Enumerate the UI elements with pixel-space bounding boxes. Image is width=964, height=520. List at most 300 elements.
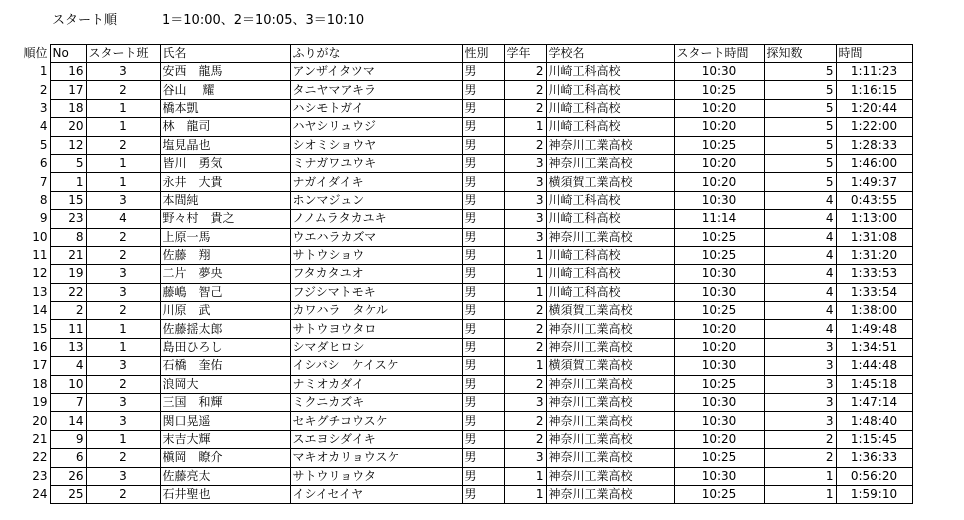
- cell-time: 1:36:33: [836, 449, 912, 467]
- col-header-start-group: スタート班: [86, 45, 160, 63]
- cell-grade: 1: [504, 118, 546, 136]
- cell-kana: サトウリョウタ: [290, 467, 462, 485]
- cell-start-group: 3: [86, 283, 160, 301]
- cell-name: 島田ひろし: [160, 338, 290, 356]
- cell-count: 3: [764, 412, 836, 430]
- cell-no: 13: [50, 338, 86, 356]
- cell-grade: 2: [504, 136, 546, 154]
- cell-grade: 2: [504, 338, 546, 356]
- cell-no: 7: [50, 394, 86, 412]
- table-row: [10, 485, 912, 503]
- cell-start-group: 2: [86, 449, 160, 467]
- col-header-count: 探知数: [764, 45, 836, 63]
- header-row: [10, 45, 912, 63]
- cell-sex: 男: [462, 173, 504, 191]
- cell-start-time: 10:25: [674, 228, 764, 246]
- cell-grade: 1: [504, 357, 546, 375]
- cell-time: 1:59:10: [836, 485, 912, 503]
- table-row: [10, 99, 912, 117]
- cell-sex: 男: [462, 265, 504, 283]
- cell-name: 塩見晶也: [160, 136, 290, 154]
- cell-grade: 2: [504, 375, 546, 393]
- cell-name: 佐藤亮太: [160, 467, 290, 485]
- cell-kana: ホンマジュン: [290, 191, 462, 209]
- cell-start-time: 10:30: [674, 394, 764, 412]
- cell-name: 石井聖也: [160, 485, 290, 503]
- cell-start-group: 2: [86, 302, 160, 320]
- table-row: [10, 63, 912, 81]
- cell-name: 石橋 奎佑: [160, 357, 290, 375]
- cell-kana: サトウヨウタロ: [290, 320, 462, 338]
- cell-start-time: 10:25: [674, 246, 764, 264]
- cell-grade: 2: [504, 81, 546, 99]
- cell-count: 3: [764, 394, 836, 412]
- cell-time: 1:45:18: [836, 375, 912, 393]
- cell-sex: 男: [462, 191, 504, 209]
- cell-count: 4: [764, 283, 836, 301]
- cell-count: 2: [764, 430, 836, 448]
- cell-time: 0:56:20: [836, 467, 912, 485]
- cell-sex: 男: [462, 283, 504, 301]
- table-row: [10, 302, 912, 320]
- cell-school: 神奈川工業高校: [546, 375, 674, 393]
- cell-grade: 2: [504, 99, 546, 117]
- cell-count: 5: [764, 99, 836, 117]
- cell-sex: 男: [462, 320, 504, 338]
- cell-start-group: 1: [86, 338, 160, 356]
- cell-start-time: 10:30: [674, 191, 764, 209]
- cell-name: 川原 武: [160, 302, 290, 320]
- table-row: [10, 394, 912, 412]
- cell-start-group: 3: [86, 394, 160, 412]
- cell-grade: 1: [504, 467, 546, 485]
- cell-kana: ノノムラタカユキ: [290, 210, 462, 228]
- cell-time: 1:20:44: [836, 99, 912, 117]
- cell-count: 4: [764, 246, 836, 264]
- cell-start-time: 10:30: [674, 63, 764, 81]
- cell-no: 17: [50, 81, 86, 99]
- cell-grade: 3: [504, 191, 546, 209]
- cell-no: 2: [50, 302, 86, 320]
- cell-grade: 3: [504, 154, 546, 172]
- cell-rank: 7: [39, 174, 48, 189]
- cell-start-group: 2: [86, 375, 160, 393]
- cell-rank: 20: [32, 413, 48, 428]
- table-row: [10, 375, 912, 393]
- cell-start-time: 10:20: [674, 154, 764, 172]
- cell-grade: 3: [504, 210, 546, 228]
- cell-count: 4: [764, 302, 836, 320]
- cell-start-time: 10:25: [674, 136, 764, 154]
- cell-sex: 男: [462, 210, 504, 228]
- cell-name: 永井 大貴: [160, 173, 290, 191]
- cell-time: 1:46:00: [836, 154, 912, 172]
- cell-name: 末吉大輝: [160, 430, 290, 448]
- cell-start-time: 10:30: [674, 467, 764, 485]
- cell-start-group: 1: [86, 320, 160, 338]
- cell-school: 川崎工科高校: [546, 81, 674, 99]
- cell-count: 3: [764, 338, 836, 356]
- table-row: [10, 320, 912, 338]
- cell-kana: ハヤシリュウジ: [290, 118, 462, 136]
- cell-name: 上原一馬: [160, 228, 290, 246]
- cell-name: 三国 和輝: [160, 394, 290, 412]
- cell-start-time: 10:30: [674, 283, 764, 301]
- cell-grade: 2: [504, 412, 546, 430]
- cell-time: 1:49:37: [836, 173, 912, 191]
- cell-rank: 1: [39, 64, 48, 79]
- cell-count: 5: [764, 63, 836, 81]
- cell-name: 浪岡大: [160, 375, 290, 393]
- cell-start-time: 11:14: [674, 210, 764, 228]
- cell-start-group: 1: [86, 118, 160, 136]
- cell-school: 川崎工科高校: [546, 191, 674, 209]
- cell-start-time: 10:20: [674, 338, 764, 356]
- cell-school: 神奈川工業高校: [546, 320, 674, 338]
- start-time-legend: 1＝10:00、2＝10:05、3＝10:10: [162, 13, 365, 28]
- cell-sex: 男: [462, 357, 504, 375]
- cell-time: 1:15:45: [836, 430, 912, 448]
- cell-name: 二片 夢央: [160, 265, 290, 283]
- cell-grade: 2: [504, 430, 546, 448]
- cell-time: 0:43:55: [836, 191, 912, 209]
- cell-time: 1:31:20: [836, 246, 912, 264]
- cell-rank: 3: [39, 100, 48, 115]
- cell-sex: 男: [462, 246, 504, 264]
- cell-start-group: 2: [86, 81, 160, 99]
- cell-time: 1:33:54: [836, 283, 912, 301]
- cell-no: 26: [50, 467, 86, 485]
- cell-start-group: 1: [86, 173, 160, 191]
- cell-time: 1:49:48: [836, 320, 912, 338]
- cell-sex: 男: [462, 375, 504, 393]
- cell-count: 4: [764, 320, 836, 338]
- cell-school: 神奈川工業高校: [546, 154, 674, 172]
- table-row: [10, 228, 912, 246]
- cell-rank: 9: [39, 211, 48, 226]
- cell-sex: 男: [462, 412, 504, 430]
- cell-name: 佐藤揺太郎: [160, 320, 290, 338]
- cell-no: 8: [50, 228, 86, 246]
- results-body: [10, 63, 912, 504]
- col-header-sex: 性別: [462, 45, 504, 63]
- cell-count: 5: [764, 154, 836, 172]
- cell-sex: 男: [462, 136, 504, 154]
- cell-kana: タニヤマアキラ: [290, 81, 462, 99]
- cell-sex: 男: [462, 449, 504, 467]
- cell-time: 1:22:00: [836, 118, 912, 136]
- cell-no: 19: [50, 265, 86, 283]
- cell-grade: 2: [504, 320, 546, 338]
- cell-rank: 8: [39, 192, 48, 207]
- cell-sex: 男: [462, 63, 504, 81]
- cell-name: 安西 龍馬: [160, 63, 290, 81]
- cell-school: 川崎工科高校: [546, 63, 674, 81]
- cell-count: 5: [764, 118, 836, 136]
- table-row: [10, 265, 912, 283]
- cell-count: 5: [764, 173, 836, 191]
- cell-start-time: 10:30: [674, 412, 764, 430]
- cell-count: 4: [764, 210, 836, 228]
- cell-time: 1:13:00: [836, 210, 912, 228]
- col-header-name: 氏名: [160, 45, 290, 63]
- cell-count: 5: [764, 136, 836, 154]
- cell-sex: 男: [462, 99, 504, 117]
- cell-no: 12: [50, 136, 86, 154]
- cell-rank: 24: [32, 487, 48, 502]
- cell-count: 4: [764, 265, 836, 283]
- table-row: [10, 283, 912, 301]
- start-order-title: スタート順: [52, 13, 118, 28]
- cell-start-time: 10:25: [674, 449, 764, 467]
- cell-start-time: 10:30: [674, 357, 764, 375]
- cell-kana: ミナガワユウキ: [290, 154, 462, 172]
- cell-rank: 21: [32, 432, 48, 446]
- table-row: [10, 154, 912, 172]
- cell-start-time: 10:25: [674, 302, 764, 320]
- cell-no: 18: [50, 99, 86, 117]
- cell-start-time: 10:25: [674, 81, 764, 99]
- cell-school: 川崎工科高校: [546, 118, 674, 136]
- cell-time: 1:28:33: [836, 136, 912, 154]
- cell-no: 1: [50, 173, 86, 191]
- cell-no: 16: [50, 63, 86, 81]
- start-order-heading: [0, 10, 964, 32]
- col-header-school: 学校名: [546, 45, 674, 63]
- cell-school: 神奈川工業高校: [546, 485, 674, 503]
- table-row: [10, 191, 912, 209]
- cell-count: 5: [764, 81, 836, 99]
- cell-kana: フタカタユオ: [290, 265, 462, 283]
- cell-sex: 男: [462, 485, 504, 503]
- cell-start-group: 2: [86, 485, 160, 503]
- cell-time: 1:44:48: [836, 357, 912, 375]
- table-row: [10, 210, 912, 228]
- cell-rank: 14: [32, 303, 48, 318]
- cell-grade: 1: [504, 485, 546, 503]
- col-header-rank: 順位: [23, 46, 48, 60]
- cell-name: 谷山 耀: [160, 81, 290, 99]
- cell-kana: ミクニカズキ: [290, 394, 462, 412]
- cell-name: 槇岡 瞭介: [160, 449, 290, 467]
- cell-sex: 男: [462, 394, 504, 412]
- cell-no: 5: [50, 154, 86, 172]
- cell-school: 神奈川工業高校: [546, 394, 674, 412]
- cell-kana: シオミショウヤ: [290, 136, 462, 154]
- cell-kana: スエヨシダイキ: [290, 430, 462, 448]
- cell-school: 横須賀工業高校: [546, 173, 674, 191]
- cell-school: 川崎工科高校: [546, 99, 674, 117]
- cell-no: 23: [50, 210, 86, 228]
- cell-rank: 23: [32, 468, 48, 483]
- cell-count: 3: [764, 357, 836, 375]
- cell-sex: 男: [462, 118, 504, 136]
- cell-rank: 18: [32, 376, 48, 391]
- cell-count: 1: [764, 467, 836, 485]
- cell-no: 14: [50, 412, 86, 430]
- cell-name: 関口晃遥: [160, 412, 290, 430]
- cell-start-group: 3: [86, 265, 160, 283]
- cell-no: 20: [50, 118, 86, 136]
- cell-rank: 19: [32, 395, 48, 410]
- cell-no: 21: [50, 246, 86, 264]
- cell-start-group: 3: [86, 63, 160, 81]
- results-table: [10, 44, 913, 504]
- cell-start-group: 1: [86, 154, 160, 172]
- cell-sex: 男: [462, 154, 504, 172]
- cell-grade: 3: [504, 228, 546, 246]
- cell-no: 9: [50, 430, 86, 448]
- table-row: [10, 246, 912, 264]
- cell-name: 野々村 貴之: [160, 210, 290, 228]
- cell-start-group: 1: [86, 99, 160, 117]
- cell-kana: サトウショウ: [290, 246, 462, 264]
- cell-kana: イシバシ ケイスケ: [290, 357, 462, 375]
- cell-kana: マキオカリョウスケ: [290, 449, 462, 467]
- cell-rank: 2: [39, 82, 48, 97]
- cell-kana: ナミオカダイ: [290, 375, 462, 393]
- cell-count: 2: [764, 449, 836, 467]
- table-row: [10, 467, 912, 485]
- cell-rank: 4: [39, 119, 48, 134]
- cell-start-group: 1: [86, 430, 160, 448]
- cell-start-group: 3: [86, 357, 160, 375]
- cell-rank: 16: [32, 340, 48, 355]
- col-header-kana: ふりがな: [290, 45, 462, 63]
- cell-school: 横須賀工業高校: [546, 357, 674, 375]
- cell-no: 4: [50, 357, 86, 375]
- cell-school: 神奈川工業高校: [546, 449, 674, 467]
- cell-no: 6: [50, 449, 86, 467]
- cell-no: 10: [50, 375, 86, 393]
- cell-start-group: 2: [86, 246, 160, 264]
- cell-no: 15: [50, 191, 86, 209]
- cell-school: 神奈川工業高校: [546, 467, 674, 485]
- cell-grade: 2: [504, 63, 546, 81]
- cell-start-time: 10:20: [674, 430, 764, 448]
- cell-no: 25: [50, 485, 86, 503]
- cell-time: 1:16:15: [836, 81, 912, 99]
- cell-school: 神奈川工業高校: [546, 136, 674, 154]
- cell-rank: 22: [32, 450, 48, 465]
- cell-grade: 3: [504, 449, 546, 467]
- cell-count: 3: [764, 375, 836, 393]
- cell-kana: フジシマトモキ: [290, 283, 462, 301]
- col-header-start-time: スタート時間: [674, 45, 764, 63]
- cell-kana: ハシモトガイ: [290, 99, 462, 117]
- cell-name: 本間純: [160, 191, 290, 209]
- table-row: [10, 412, 912, 430]
- cell-grade: 1: [504, 265, 546, 283]
- cell-kana: アンザイタツマ: [290, 63, 462, 81]
- cell-sex: 男: [462, 338, 504, 356]
- cell-kana: イシイセイヤ: [290, 485, 462, 503]
- cell-start-group: 3: [86, 467, 160, 485]
- cell-time: 1:31:08: [836, 228, 912, 246]
- cell-time: 1:47:14: [836, 394, 912, 412]
- cell-name: 藤嶋 智己: [160, 283, 290, 301]
- table-row: [10, 118, 912, 136]
- cell-school: 川崎工科高校: [546, 283, 674, 301]
- cell-no: 11: [50, 320, 86, 338]
- cell-grade: 2: [504, 302, 546, 320]
- cell-start-time: 10:25: [674, 485, 764, 503]
- col-header-grade: 学年: [504, 45, 546, 63]
- cell-time: 1:33:53: [836, 265, 912, 283]
- cell-start-time: 10:25: [674, 375, 764, 393]
- cell-start-group: 3: [86, 412, 160, 430]
- cell-grade: 1: [504, 283, 546, 301]
- cell-count: 4: [764, 228, 836, 246]
- cell-grade: 1: [504, 246, 546, 264]
- cell-grade: 3: [504, 394, 546, 412]
- cell-school: 神奈川工業高校: [546, 338, 674, 356]
- cell-name: 佐藤 翔: [160, 246, 290, 264]
- cell-count: 1: [764, 485, 836, 503]
- cell-school: 神奈川工業高校: [546, 412, 674, 430]
- cell-name: 皆川 勇気: [160, 154, 290, 172]
- cell-time: 1:34:51: [836, 338, 912, 356]
- cell-start-group: 2: [86, 136, 160, 154]
- cell-rank: 15: [32, 321, 48, 336]
- cell-school: 川崎工科高校: [546, 246, 674, 264]
- cell-rank: 11: [32, 248, 48, 263]
- table-row: [10, 430, 912, 448]
- cell-rank: 12: [32, 266, 48, 281]
- cell-school: 神奈川工業高校: [546, 228, 674, 246]
- cell-rank: 5: [39, 137, 48, 152]
- cell-start-time: 10:30: [674, 265, 764, 283]
- cell-no: 22: [50, 283, 86, 301]
- cell-start-time: 10:20: [674, 173, 764, 191]
- cell-school: 川崎工科高校: [546, 265, 674, 283]
- cell-time: 1:38:00: [836, 302, 912, 320]
- cell-rank: 13: [32, 284, 48, 299]
- table-row: [10, 338, 912, 356]
- table-row: [10, 81, 912, 99]
- cell-rank: 6: [39, 156, 48, 171]
- cell-kana: カワハラ タケル: [290, 302, 462, 320]
- cell-start-time: 10:20: [674, 320, 764, 338]
- cell-sex: 男: [462, 302, 504, 320]
- table-row: [10, 357, 912, 375]
- cell-school: 横須賀工業高校: [546, 302, 674, 320]
- cell-kana: ナガイダイキ: [290, 173, 462, 191]
- table-row: [10, 173, 912, 191]
- cell-start-time: 10:20: [674, 99, 764, 117]
- cell-kana: シマダヒロシ: [290, 338, 462, 356]
- col-header-no: No: [50, 45, 86, 63]
- cell-school: 川崎工科高校: [546, 210, 674, 228]
- cell-start-time: 10:20: [674, 118, 764, 136]
- cell-rank: 10: [32, 229, 48, 244]
- cell-sex: 男: [462, 81, 504, 99]
- cell-kana: セキグチコウスケ: [290, 412, 462, 430]
- cell-school: 神奈川工業高校: [546, 430, 674, 448]
- cell-start-group: 3: [86, 191, 160, 209]
- cell-sex: 男: [462, 228, 504, 246]
- cell-name: 橋本凱: [160, 99, 290, 117]
- cell-start-group: 2: [86, 228, 160, 246]
- col-header-time: 時間: [836, 45, 912, 63]
- cell-sex: 男: [462, 430, 504, 448]
- cell-time: 1:48:40: [836, 412, 912, 430]
- cell-start-group: 4: [86, 210, 160, 228]
- cell-time: 1:11:23: [836, 63, 912, 81]
- cell-rank: 17: [32, 358, 48, 373]
- cell-name: 林 龍司: [160, 118, 290, 136]
- table-row: [10, 136, 912, 154]
